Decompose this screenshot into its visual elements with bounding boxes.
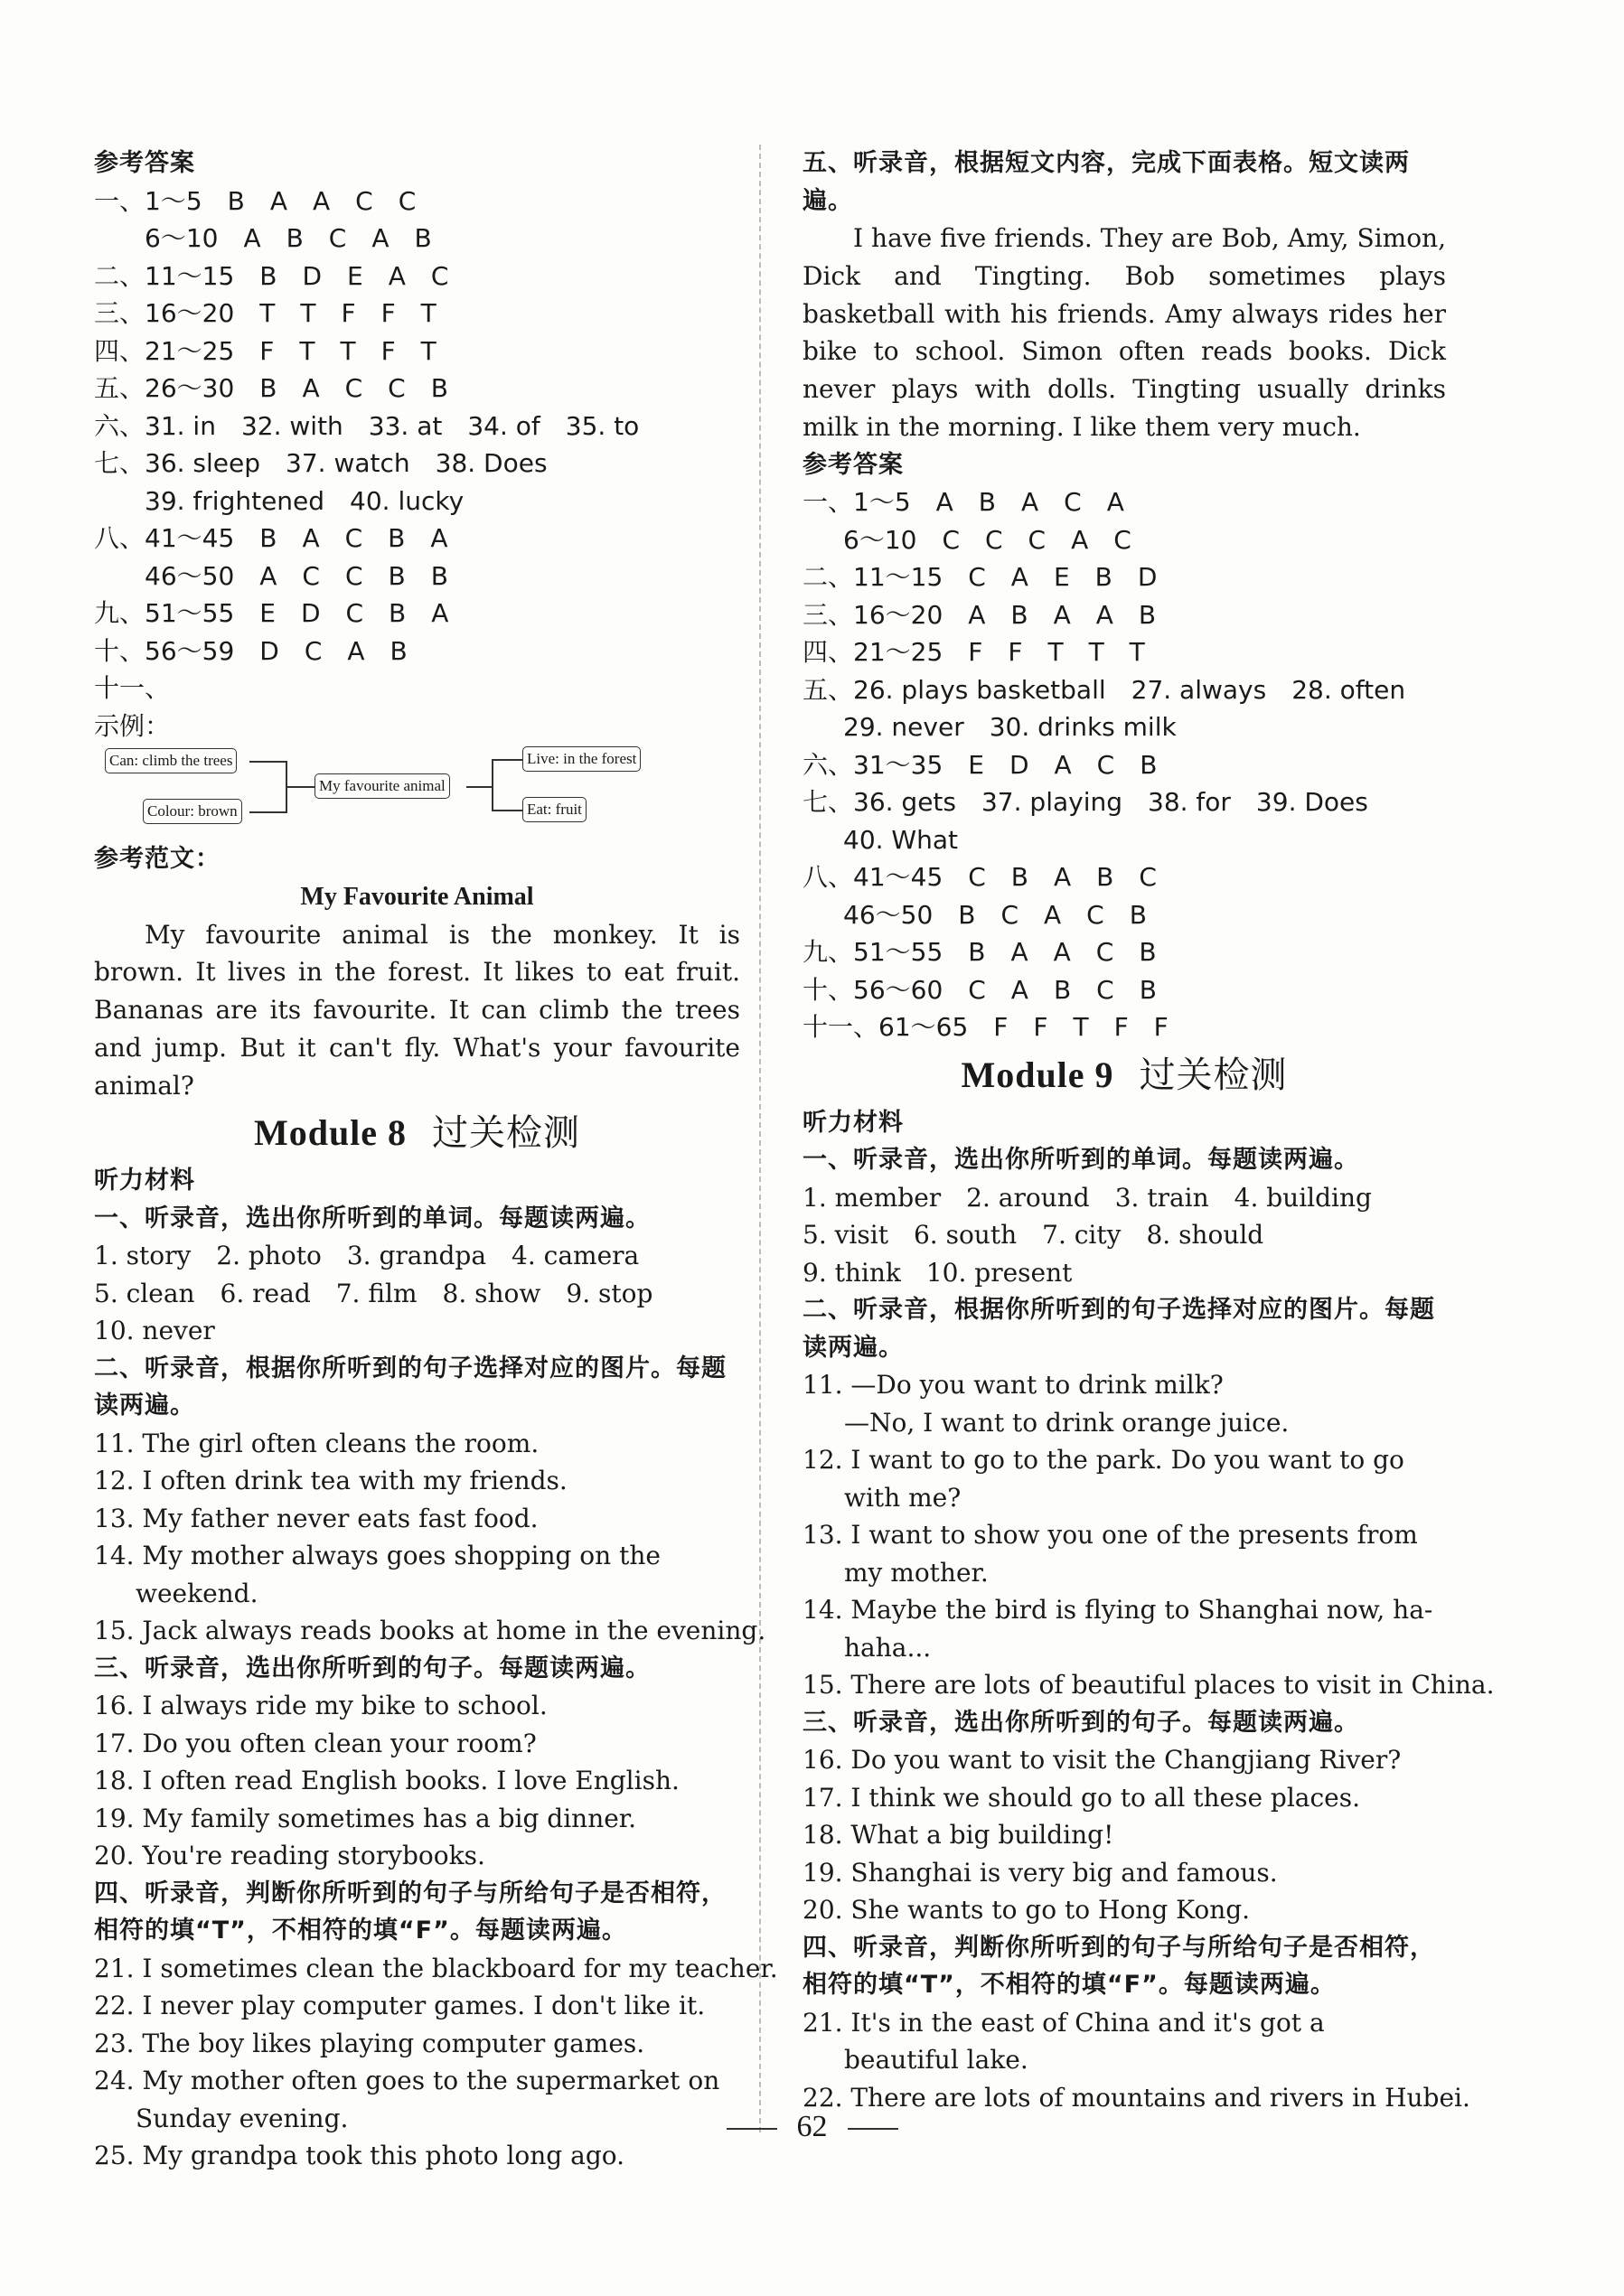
mindmap-connector bbox=[286, 786, 314, 788]
mindmap-eat-node: Eat: fruit bbox=[522, 797, 587, 822]
module-subtitle: 过关检测 bbox=[432, 1112, 581, 1155]
answer-line: 6～10 A B C A B bbox=[145, 223, 432, 253]
right-column bbox=[803, 145, 1495, 2116]
answer-line: 五、26. plays basketball 27. always 28. often bbox=[803, 674, 1406, 705]
list-item: 18. What a big building! bbox=[803, 1820, 1114, 1851]
mindmap-connector bbox=[466, 786, 492, 788]
list-item: 18. I often read English books. I love English. bbox=[94, 1766, 680, 1796]
mindmap-can-node: Can: climb the trees bbox=[105, 748, 237, 773]
list-item: 17. I think we should go to all these places. bbox=[803, 1782, 1361, 1813]
section-title: 一、听录音，选出你所听到的单词。每题读两遍。 bbox=[803, 1146, 1359, 1175]
answer-line: 十一、 bbox=[94, 673, 171, 703]
answer-line: 四、21～25 F F T T T bbox=[803, 637, 1145, 668]
list-item: 16. I always ride my bike to school. bbox=[94, 1691, 548, 1721]
mindmap-connector bbox=[492, 759, 493, 811]
list-item: 19. Shanghai is very big and famous. bbox=[803, 1857, 1278, 1888]
answer-line: 二、11～15 B D E A C bbox=[94, 260, 449, 291]
list-item: 10. never bbox=[94, 1316, 215, 1346]
answer-line: 一、1～5 A B A C A bbox=[803, 487, 1124, 518]
list-item: 17. Do you often clean your room? bbox=[94, 1728, 537, 1758]
example-label: 示例： bbox=[94, 710, 171, 741]
list-item: 21. It's in the east of China and it's got a beautiful lake. bbox=[803, 2007, 1325, 2076]
answer-line: 40. What bbox=[843, 824, 958, 855]
essay-text: My favourite animal is the monkey. It is brown. It lives in the forest. It likes to eat fruit. Bananas are its favourite. It can climb the trees and jump. But it can't fly. What's your favourite animal? bbox=[94, 919, 740, 1101]
list-item: 14. My mother always goes shopping on the weekend. bbox=[94, 1541, 661, 1608]
mindmap-colour-node: Colour: brown bbox=[143, 799, 242, 824]
section-title: 三、听录音，选出你所听到的句子。每题读两遍。 bbox=[803, 1708, 1359, 1737]
list-item: 15. Jack always reads books at home in the evening. bbox=[94, 1616, 766, 1646]
mindmap-connector bbox=[492, 759, 522, 761]
answer-line: 八、41～45 B A C B A bbox=[94, 523, 448, 553]
answer-line: 十一、61～65 F F T F F bbox=[803, 1012, 1169, 1043]
answer-line: 二、11～15 C A E B D bbox=[803, 562, 1158, 593]
list-item: 9. think 10. present bbox=[803, 1257, 1073, 1288]
answer-line: 39. frightened 40. lucky bbox=[145, 485, 465, 516]
section-title: 四、听录音，判断你所听到的句子与所给句子是否相符，相符的填“T”，不相符的填“F”。每题读两遍。 bbox=[94, 1879, 727, 1945]
mindmap-center-node: My favourite animal bbox=[314, 773, 450, 799]
module-9-heading bbox=[803, 1046, 1446, 1104]
answer-line: 六、31. in 32. with 33. at 34. of 35. to bbox=[94, 410, 640, 441]
module-title: Module 9 bbox=[961, 1054, 1114, 1095]
list-item: 5. visit 6. south 7. city 8. should bbox=[803, 1220, 1264, 1251]
list-item: 12. I often drink tea with my friends. bbox=[94, 1466, 568, 1496]
mindmap-live-node: Live: in the forest bbox=[522, 746, 641, 772]
list-item: —No, I want to drink orange juice. bbox=[844, 1407, 1290, 1438]
list-item: 16. Do you want to visit the Changjiang River? bbox=[803, 1745, 1402, 1776]
section-title: 三、听录音，选出你所听到的句子。每题读两遍。 bbox=[94, 1654, 651, 1682]
list-item: 12. I want to go to the park. Do you want to go with me? bbox=[803, 1445, 1404, 1513]
mindmap-connector bbox=[249, 811, 286, 813]
essay-label: 参考范文： bbox=[94, 845, 221, 873]
answer-line: 三、16～20 A B A A B bbox=[803, 599, 1157, 630]
answer-line: 五、26～30 B A C C B bbox=[94, 373, 448, 403]
answer-line: 十、56～60 C A B C B bbox=[803, 974, 1157, 1005]
section-title: 四、听录音，判断你所听到的句子与所给句子是否相符，相符的填“T”，不相符的填“F”。每题读两遍。 bbox=[803, 1933, 1435, 2000]
answer-line: 6～10 C C C A C bbox=[843, 524, 1131, 555]
list-item: 14. Maybe the bird is flying to Shanghai now, ha-haha... bbox=[803, 1595, 1433, 1663]
list-item: 13. I want to show you one of the presents from my mother. bbox=[803, 1520, 1418, 1588]
list-item: 20. You're reading storybooks. bbox=[94, 1841, 485, 1871]
answer-line: 九、51～55 E D C B A bbox=[94, 598, 449, 628]
page-number bbox=[0, 2110, 1624, 2144]
list-item: 11. The girl often cleans the room. bbox=[94, 1428, 540, 1458]
page-number-dash bbox=[848, 2128, 898, 2130]
list-item: 20. She wants to go to Hong Kong. bbox=[803, 1895, 1251, 1926]
answer-line: 46～50 B C A C B bbox=[843, 899, 1147, 930]
module-subtitle: 过关检测 bbox=[1139, 1054, 1288, 1096]
list-item: 13. My father never eats fast food. bbox=[94, 1503, 539, 1533]
left-column bbox=[94, 145, 778, 2175]
answer-line: 八、41～45 C B A B C bbox=[803, 862, 1157, 893]
list-item: 1. story 2. photo 3. grandpa 4. camera bbox=[94, 1241, 640, 1271]
answers-title: 参考答案 bbox=[94, 149, 195, 177]
answer-line: 29. never 30. drinks milk bbox=[843, 712, 1177, 743]
essay-title: My Favourite Animal bbox=[300, 882, 534, 911]
answer-line: 46～50 A C C B B bbox=[145, 560, 448, 591]
section-title: 五、听录音，根据短文内容，完成下面表格。短文读两遍。 bbox=[803, 149, 1410, 215]
mindmap-connector bbox=[492, 810, 522, 811]
section-title: 二、听录音，根据你所听到的句子选择对应的图片。每题读两遍。 bbox=[803, 1296, 1435, 1362]
page-number-dash bbox=[727, 2128, 777, 2130]
list-item: 23. The boy likes playing computer games. bbox=[94, 2028, 645, 2058]
listening-title: 听力材料 bbox=[94, 1167, 195, 1195]
list-item: 5. clean 6. read 7. film 8. show 9. stop bbox=[94, 1278, 653, 1308]
answer-line: 四、21～25 F T T F T bbox=[94, 335, 437, 366]
module-8-heading bbox=[94, 1104, 740, 1162]
list-item: 11. —Do you want to drink milk? bbox=[803, 1370, 1224, 1401]
section-title: 二、听录音，根据你所听到的句子选择对应的图片。每题读两遍。 bbox=[94, 1354, 727, 1420]
answer-line: 十、56～59 D C A B bbox=[94, 635, 408, 666]
list-item: 24. My mother often goes to the supermarket on Sunday evening. bbox=[94, 2066, 720, 2133]
list-item: 15. There are lots of beautiful places to visit in China. bbox=[803, 1670, 1495, 1701]
list-item: 19. My family sometimes has a big dinner. bbox=[94, 1803, 637, 1833]
list-item: 21. I sometimes clean the blackboard for my teacher. bbox=[94, 1953, 778, 1983]
page-number-value: 62 bbox=[796, 2110, 828, 2143]
section-title: 一、听录音，选出你所听到的单词。每题读两遍。 bbox=[94, 1204, 651, 1232]
list-item: 1. member 2. around 3. train 4. building bbox=[803, 1182, 1372, 1213]
answer-line: 六、31～35 E D A C B bbox=[803, 749, 1158, 780]
module-title: Module 8 bbox=[253, 1112, 408, 1154]
mindmap-diagram bbox=[94, 745, 740, 840]
listening-title: 听力材料 bbox=[803, 1108, 904, 1137]
answers-title: 参考答案 bbox=[803, 450, 904, 479]
answer-line: 九、51～55 B A A C B bbox=[803, 937, 1157, 968]
mindmap-connector bbox=[249, 761, 286, 763]
answer-line: 一、1～5 B A A C C bbox=[94, 185, 417, 216]
answer-line: 三、16～20 T T F F T bbox=[94, 298, 437, 328]
list-item: 22. There are lots of mountains and rivers in Hubei. bbox=[803, 2082, 1470, 2113]
column-divider bbox=[759, 145, 761, 2132]
answer-line: 七、36. gets 37. playing 38. for 39. Does bbox=[803, 787, 1368, 818]
list-item: 25. My grandpa took this photo long ago. bbox=[94, 2141, 625, 2171]
list-item: 22. I never play computer games. I don't like it. bbox=[94, 1991, 706, 2021]
passage-text: I have five friends. They are Bob, Amy, Simon, Dick and Tingting. Bob sometimes plays basketball with his friends. Amy always rides her bike to school. Simon often reads books. Dick never plays with dolls. Tingting usually drinks milk in the morning. I like them very much. bbox=[803, 223, 1446, 442]
answer-line: 七、36. sleep 37. watch 38. Does bbox=[94, 448, 548, 478]
